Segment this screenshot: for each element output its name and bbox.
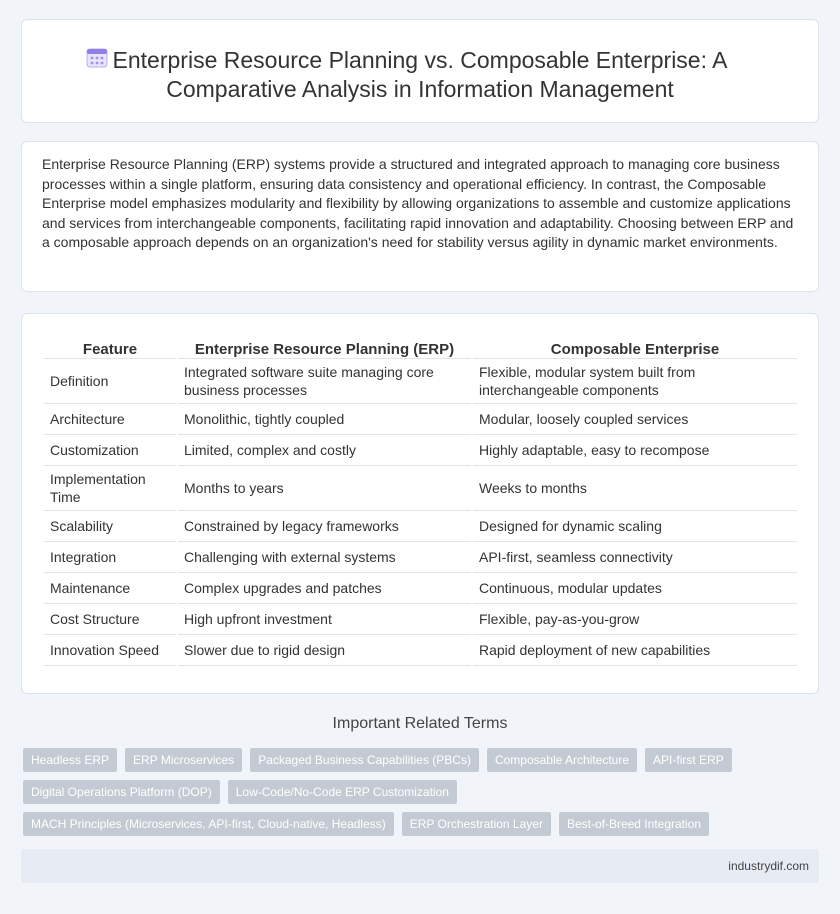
tag-mach-principles[interactable]: MACH Principles (Microservices, API-first, Cloud-native, Headless) <box>23 812 394 836</box>
erp-cell: Limited, complex and costly <box>178 435 471 466</box>
erp-cell: Complex upgrades and patches <box>178 573 471 604</box>
page-title-line-1: Enterprise Resource Planning vs. Composable Enterprise: A <box>112 47 728 73</box>
tag-row <box>23 780 823 804</box>
comparison-table <box>42 334 799 666</box>
tag-erp-orchestration-layer[interactable]: ERP Orchestration Layer <box>402 812 551 836</box>
tag-row <box>23 812 823 836</box>
composable-cell: Continuous, modular updates <box>473 573 797 604</box>
tag-low-code-erp-customization[interactable]: Low-Code/No-Code ERP Customization <box>228 780 457 804</box>
table-header-row <box>44 334 797 359</box>
feature-cell: Implementation Time <box>44 466 176 511</box>
erp-cell: Slower due to rigid design <box>178 635 471 666</box>
feature-cell: Customization <box>44 435 176 466</box>
page-title <box>22 46 818 104</box>
composable-cell: Rapid deployment of new capabilities <box>473 635 797 666</box>
footer-site-link[interactable]: industrydif.com <box>728 859 809 873</box>
feature-cell: Maintenance <box>44 573 176 604</box>
feature-cell: Scalability <box>44 511 176 542</box>
composable-cell: Modular, loosely coupled services <box>473 404 797 435</box>
table-row <box>44 359 797 404</box>
composable-cell: API-first, seamless connectivity <box>473 542 797 573</box>
table-row <box>44 604 797 635</box>
table-row <box>44 466 797 511</box>
composable-cell: Flexible, pay-as-you-grow <box>473 604 797 635</box>
erp-cell: Months to years <box>178 466 471 511</box>
tag-api-first-erp[interactable]: API-first ERP <box>645 748 732 772</box>
intro-paragraph: Enterprise Resource Planning (ERP) systems provide a structured and integrated approach to managing core business processes within a single platform, ensuring data consistency and operational efficiency. In contrast, the Composable Enterprise model emphasizes modularity and flexibility by allowing organizations to assemble and customize applications and services from interchangeable components, facilitating rapid innovation and adaptability. Choosing between ERP and a composable approach depends on an organization's need for stability versus agility in dynamic market environments. <box>42 156 794 250</box>
column-header-feature: Feature <box>44 334 176 359</box>
table-row <box>44 511 797 542</box>
feature-cell: Cost Structure <box>44 604 176 635</box>
erp-cell: Monolithic, tightly coupled <box>178 404 471 435</box>
composable-cell: Highly adaptable, easy to recompose <box>473 435 797 466</box>
erp-cell: Challenging with external systems <box>178 542 471 573</box>
tag-digital-operations-platform[interactable]: Digital Operations Platform (DOP) <box>23 780 220 804</box>
table-row <box>44 573 797 604</box>
feature-cell: Integration <box>44 542 176 573</box>
footer-bar <box>21 849 819 883</box>
column-header-erp: Enterprise Resource Planning (ERP) <box>178 334 471 359</box>
tag-best-of-breed-integration[interactable]: Best-of-Breed Integration <box>559 812 709 836</box>
comparison-table-card <box>21 313 819 694</box>
erp-cell: Constrained by legacy frameworks <box>178 511 471 542</box>
composable-cell: Designed for dynamic scaling <box>473 511 797 542</box>
table-row <box>44 435 797 466</box>
table-row <box>44 542 797 573</box>
table-row <box>44 635 797 666</box>
intro-card <box>21 141 819 292</box>
tag-pbcs[interactable]: Packaged Business Capabilities (PBCs) <box>250 748 479 772</box>
page-title-line-2: Comparative Analysis in Information Management <box>166 76 674 102</box>
tag-erp-microservices[interactable]: ERP Microservices <box>125 748 242 772</box>
tag-headless-erp[interactable]: Headless ERP <box>23 748 117 772</box>
composable-cell: Flexible, modular system built from interchangeable components <box>473 359 797 404</box>
feature-cell: Architecture <box>44 404 176 435</box>
feature-cell: Definition <box>44 359 176 404</box>
table-row <box>44 404 797 435</box>
erp-cell: High upfront investment <box>178 604 471 635</box>
feature-cell: Innovation Speed <box>44 635 176 666</box>
tag-composable-architecture[interactable]: Composable Architecture <box>487 748 637 772</box>
related-terms-list <box>23 748 823 844</box>
erp-cell: Integrated software suite managing core business processes <box>178 359 471 404</box>
related-terms-heading: Important Related Terms <box>332 715 508 732</box>
tag-row <box>23 748 823 772</box>
title-card <box>21 19 819 123</box>
column-header-composable: Composable Enterprise <box>473 334 797 359</box>
composable-cell: Weeks to months <box>473 466 797 511</box>
